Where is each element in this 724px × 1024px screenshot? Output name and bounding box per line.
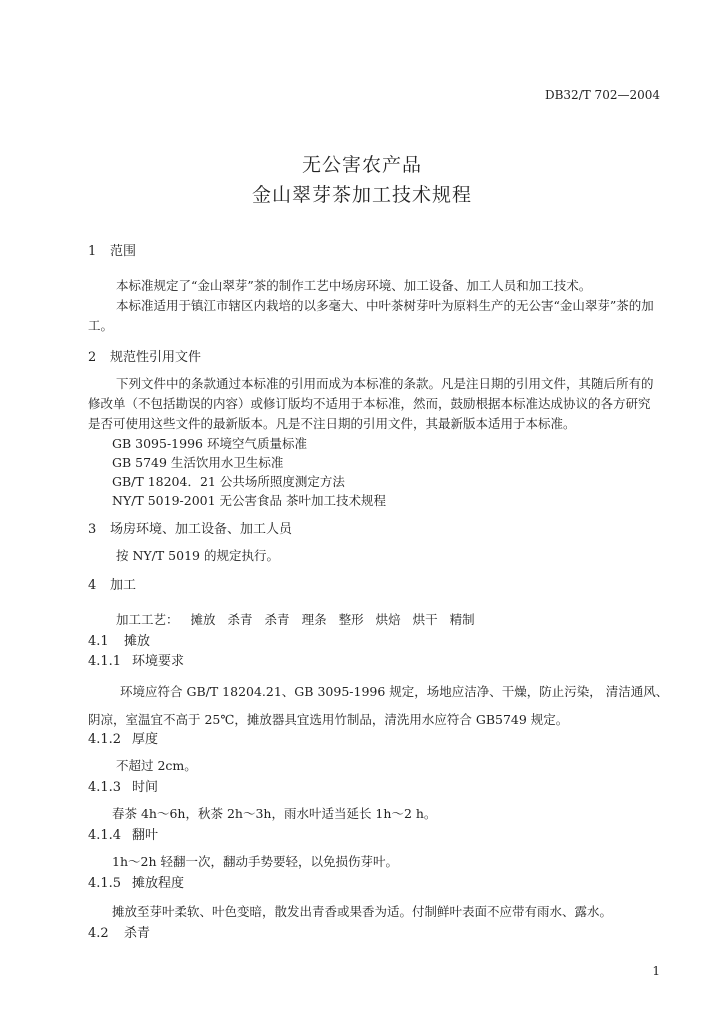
subsection-4-1-heading [88, 630, 150, 649]
paragraph: 不超过 2cm。 [116, 758, 197, 773]
paragraph: 摊放至芽叶柔软、叶色变暗，散发出青香或果香为适。付制鲜叶表面不应带有雨水、露水。 [112, 904, 613, 919]
process-step: 杀青 [227, 612, 253, 627]
process-steps-line [116, 610, 487, 628]
subsection-4-1-1-heading [88, 650, 184, 669]
paragraph: 按 NY/T 5019 的规定执行。 [116, 548, 279, 563]
process-step: 精制 [449, 612, 475, 627]
process-step: 烘干 [412, 612, 438, 627]
subsection-title: 摊放 [124, 634, 151, 649]
subsection-number: 4.1.2 [88, 732, 122, 747]
subsection-title: 杀青 [124, 926, 151, 941]
paragraph: 春茶 4h～6h，秋茶 2h～3h，雨水叶适当延长 1h～2 h。 [112, 806, 437, 821]
standard-number: DB32/T 702—2004 [544, 88, 660, 102]
section-title: 规范性引用文件 [110, 350, 202, 365]
reference-item: GB 5749 生活饮用水卫生标准 [112, 455, 284, 470]
section-1-heading [88, 240, 136, 259]
paragraph-continuation: 修改单（不包括勘误的内容）或修订版均不适用于本标准，然而，鼓励根据本标准达成协议的各方研究 [88, 396, 651, 411]
paragraph: 环境应符合 GB/T 18204.21、GB 3095-1996 规定，场地应洁净、干燥，防止污染， 清洁通风、 [120, 684, 669, 699]
page-number: 1 [652, 964, 660, 978]
subsection-4-1-3-heading [88, 776, 158, 795]
section-title: 范围 [110, 244, 137, 259]
reference-item: GB/T 18204．21 公共场所照度测定方法 [112, 474, 345, 489]
subsection-4-2-heading [88, 922, 150, 941]
process-step: 烘焙 [375, 612, 401, 627]
subsection-title: 摊放程度 [132, 876, 185, 891]
section-number: 1 [88, 244, 97, 259]
title-line-1: 无公害农产品 [301, 154, 422, 176]
paragraph: 下列文件中的条款通过本标准的引用而成为本标准的条款。凡是注日期的引用文件，其随后所有的 [116, 376, 654, 391]
subsection-title: 环境要求 [132, 654, 185, 669]
section-2-heading [88, 346, 201, 365]
process-step: 理条 [301, 612, 327, 627]
subsection-number: 4.1.3 [88, 780, 122, 795]
subsection-title: 时间 [132, 780, 159, 795]
paragraph-continuation: 工。 [88, 318, 114, 333]
subsection-number: 4.2 [88, 926, 109, 941]
section-4-heading [88, 574, 136, 593]
section-number: 3 [88, 522, 97, 537]
reference-item: GB 3095-1996 环境空气质量标准 [112, 436, 307, 451]
subsection-number: 4.1.5 [88, 876, 122, 891]
process-label: 加工工艺： [116, 612, 179, 627]
reference-item: NY/T 5019-2001 无公害食品 茶叶加工技术规程 [112, 493, 387, 508]
subsection-4-1-5-heading [88, 872, 184, 891]
subsection-title: 翻叶 [132, 828, 159, 843]
section-title: 场房环境、加工设备、加工人员 [110, 522, 293, 537]
paragraph-continuation: 阴凉，室温宜不高于 25℃，摊放器具宜选用竹制品，清洗用水应符合 GB5749 规定。 [88, 712, 569, 727]
process-step: 摊放 [190, 612, 216, 627]
subsection-number: 4.1.4 [88, 828, 122, 843]
paragraph-continuation: 是否可使用这些文件的最新版本。凡是不注日期的引用文件，其最新版本适用于本标准。 [88, 416, 576, 431]
section-number: 2 [88, 350, 97, 365]
section-title: 加工 [110, 578, 137, 593]
subsection-number: 4.1 [88, 634, 109, 649]
process-step: 杀青 [264, 612, 290, 627]
paragraph: 本标准规定了“金山翠芽”茶的制作工艺中场房环境、加工设备、加工人员和加工技术。 [116, 278, 592, 293]
subsection-title: 厚度 [132, 732, 159, 747]
process-step: 整形 [338, 612, 364, 627]
subsection-number: 4.1.1 [88, 654, 122, 669]
subsection-4-1-2-heading [88, 728, 158, 747]
section-number: 4 [88, 578, 97, 593]
subsection-4-1-4-heading [88, 824, 158, 843]
paragraph: 1h～2h 轻翻一次，翻动手势要轻，以免损伤芽叶。 [112, 854, 398, 869]
section-3-heading [88, 518, 292, 537]
paragraph: 本标准适用于镇江市辖区内栽培的以多毫大、中叶茶树芽叶为原料生产的无公害“金山翠芽”茶的加 [116, 298, 654, 313]
title-line-2: 金山翠芽茶加工技术规程 [251, 184, 472, 206]
